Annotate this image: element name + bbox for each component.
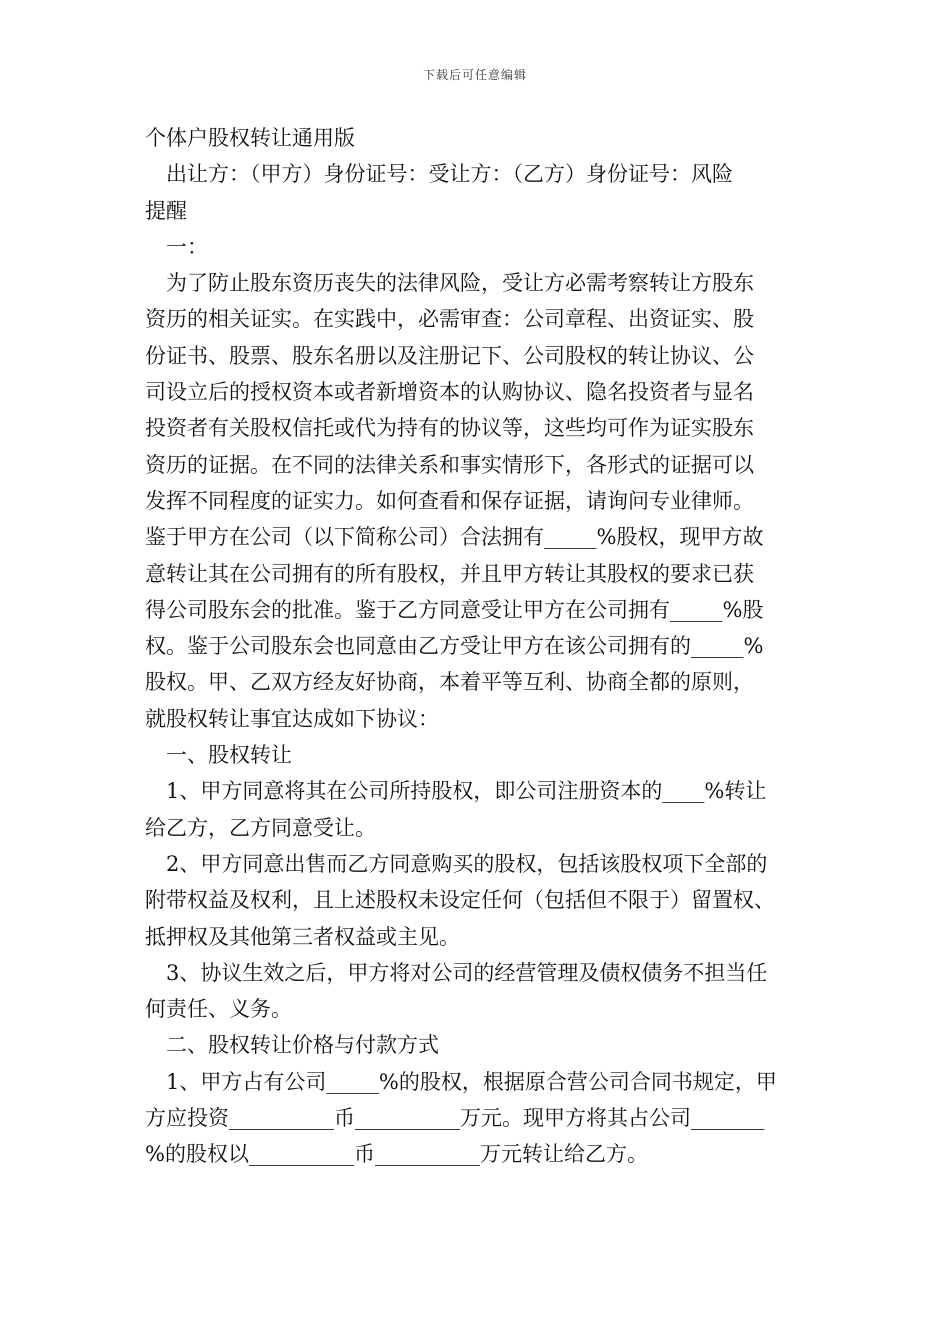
paragraph-line: 资历的相关证实。在实践中，必需审查：公司章程、出资证实、股	[145, 307, 754, 332]
paragraph-line: 3、协议生效之后，甲方将对公司的经营管理及债权债务不担当任	[166, 960, 768, 985]
paragraph-line: %的股权以__________币__________万元转让给乙方。	[145, 1142, 648, 1167]
paragraph-line: 得公司股东会的批准。鉴于乙方同意受让甲方在公司拥有_____%股	[145, 597, 764, 622]
paragraph-line: 发挥不同程度的证实力。如何查看和保存证据，请询问专业律师。	[145, 488, 754, 513]
paragraph-line: 附带权益及权利，且上述股权未设定任何（包括但不限于）留置权、	[145, 888, 775, 913]
paragraph-line: 权。鉴于公司股东会也同意由乙方受让甲方在该公司拥有的_____%	[145, 634, 764, 659]
paragraph-line: 鉴于甲方在公司（以下简称公司）合法拥有_____%股权，现甲方故	[145, 525, 764, 550]
paragraph-line: 提醒	[145, 198, 187, 223]
paragraph-line: 1、甲方占有公司_____%的股权，根据原合营公司合同书规定，甲	[166, 1069, 777, 1094]
paragraph-line: 给乙方，乙方同意受让。	[145, 815, 376, 840]
paragraph-line: 份证书、股票、股东名册以及注册记下、公司股权的转让协议、公	[145, 343, 754, 368]
paragraph-line: 方应投资__________币__________万元。现甲方将其占公司_______	[145, 1106, 765, 1131]
paragraph-line: 抵押权及其他第三者权益或主见。	[145, 924, 460, 949]
paragraph-line: 出让方：（甲方）身份证号：受让方：（乙方）身份证号：风险	[166, 162, 733, 187]
paragraph-line: 二、股权转让价格与付款方式	[166, 1033, 439, 1058]
document-body	[145, 120, 815, 1173]
paragraph-line: 意转让其在公司拥有的所有股权，并且甲方转让其股权的要求已获	[145, 561, 754, 586]
paragraph-line: 何责任、义务。	[145, 997, 292, 1022]
paragraph-line: 司设立后的授权资本或者新增资本的认购协议、隐名投资者与显名	[145, 380, 754, 405]
paragraph-line: 一：	[166, 234, 208, 259]
paragraph-line: 就股权转让事宜达成如下协议：	[145, 706, 439, 731]
paragraph-line: 2、甲方同意出售而乙方同意购买的股权，包括该股权项下全部的	[166, 851, 768, 876]
document-title: 个体户股权转让通用版	[145, 126, 355, 150]
paragraph-line: 股权。甲、乙双方经友好协商，本着平等互利、协商全都的原则，	[145, 670, 754, 695]
page-header: 下载后可任意编辑	[422, 68, 527, 82]
paragraph-line: 资历的证据。在不同的法律关系和事实情形下，各形式的证据可以	[145, 452, 754, 477]
paragraph-line: 一、股权转让	[166, 743, 292, 768]
document-lines	[145, 156, 815, 1172]
paragraph-line: 1、甲方同意将其在公司所持股权，即公司注册资本的____%转让	[166, 779, 767, 804]
paragraph-line: 投资者有关股权信托或代为持有的协议等，这些均可作为证实股东	[145, 416, 754, 441]
paragraph-line: 为了防止股东资历丧失的法律风险，受让方必需考察转让方股东	[166, 271, 754, 296]
